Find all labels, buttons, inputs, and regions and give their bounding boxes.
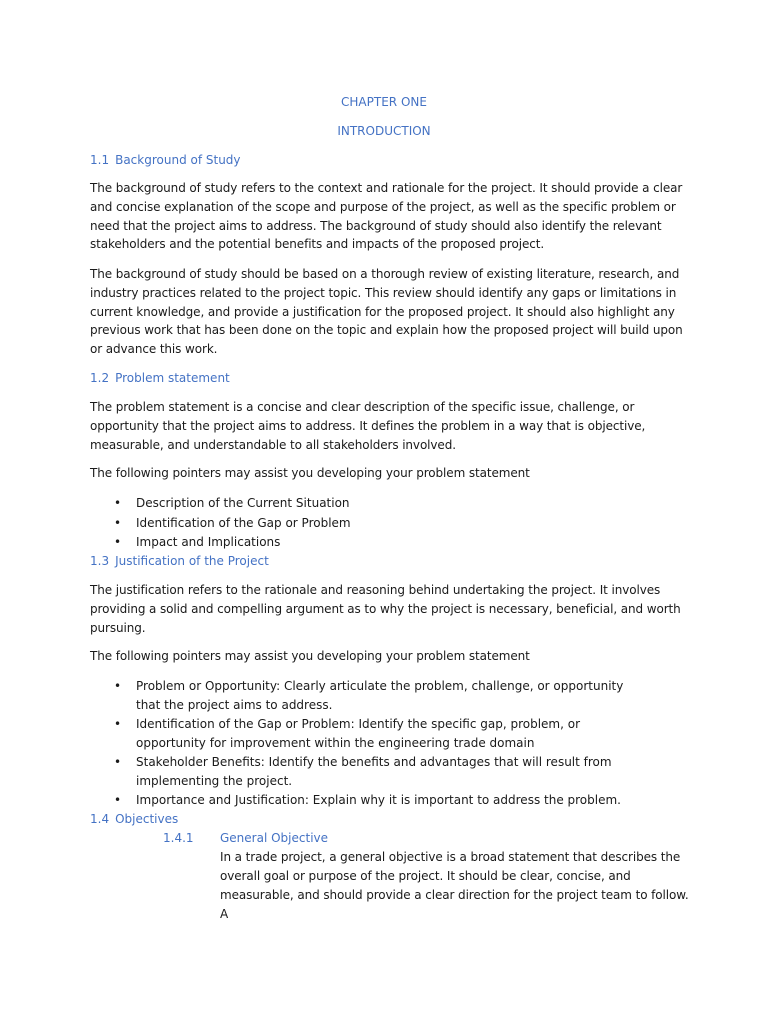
subsection-number: 1.4.1: [163, 831, 194, 845]
section-number: 1.4: [90, 812, 110, 826]
paragraph: The problem statement is a concise and clear description of the specific issue, challenge, or opportunity that the project aims to address. It defines the problem in a way that is objective, measurable, and understandable to all stakeholders involved.: [90, 400, 646, 452]
paragraph: The following pointers may assist you developing your problem statement: [90, 466, 530, 480]
list-item: [90, 494, 690, 514]
list-item-text: Identification of the Gap or Problem: [136, 515, 351, 530]
section-heading-objectives: [90, 811, 178, 827]
bullet-icon: •: [114, 679, 122, 693]
section-number: 1.3: [90, 554, 110, 568]
subsection-title: General Objective: [220, 831, 329, 845]
paragraph: The following pointers may assist you developing your problem statement: [90, 649, 530, 663]
list-item-text: Importance and Justification: Explain why it is important to address the problem.: [136, 793, 621, 807]
section-number: 1.1: [90, 153, 110, 167]
list-item-text: Problem or Opportunity: Clearly articulate the problem, challenge, or opportunity that the project aims to address.: [136, 679, 624, 712]
bullet-icon: •: [114, 535, 122, 549]
bullet-icon: •: [114, 515, 122, 530]
subsection-heading-general-objective: [163, 830, 328, 846]
paragraph: The background of study refers to the context and rationale for the project. It should provide a clear and concise explanation of the scope and purpose of the project, as well as the specific problem or need that the project aims to address. The background of study should also identify the relevant stakeholders and the potential benefits and impacts of the proposed project.: [90, 181, 683, 252]
chapter-title: CHAPTER ONE: [341, 95, 427, 109]
list-item-text: Stakeholder Benefits: Identify the benefits and advantages that will result from implementing the project.: [136, 755, 612, 788]
list-item: [90, 533, 690, 553]
bullet-icon: •: [114, 496, 122, 510]
chapter-subtitle: INTRODUCTION: [337, 124, 431, 138]
section-title: Justification of the Project: [115, 554, 269, 568]
section-heading-problem-statement: [90, 370, 230, 386]
list-item: [90, 791, 690, 810]
list-item-text: Description of the Current Situation: [136, 496, 350, 510]
list-item: [90, 514, 690, 534]
bullet-list: [90, 494, 690, 553]
section-heading-justification: [90, 553, 269, 569]
bullet-icon: •: [114, 717, 122, 731]
section-title: Objectives: [115, 812, 179, 826]
paragraph: In a trade project, a general objective is a broad statement that describes the overall goal or purpose of the project. It should be clear, concise, and measurable, and should provide a clear direction for the project team to follow. A: [220, 850, 689, 921]
section-heading-background: [90, 152, 241, 168]
paragraph: The justification refers to the rationale and reasoning behind undertaking the project. It involves providing a solid and compelling argument as to why the project is necessary, beneficial, and worth pursuing.: [90, 583, 681, 635]
section-title: Background of Study: [115, 153, 241, 167]
bullet-icon: •: [114, 755, 122, 769]
section-title: Problem statement: [115, 371, 230, 385]
paragraph: The background of study should be based on a thorough review of existing literature, research, and industry practices related to the project topic. This review should identify any gaps or limitations in current knowledge, and provide a justification for the proposed project. It should also highlight any previous work that has been done on the topic and explain how the proposed project will build upon or advance this work.: [90, 267, 683, 357]
bullet-icon: •: [114, 793, 122, 807]
list-item: [90, 715, 690, 753]
list-item: [90, 753, 690, 791]
list-item: [90, 677, 690, 715]
list-item-text: Identification of the Gap or Problem: Identify the specific gap, problem, or opportunity for improvement within the engineering trade domain: [136, 717, 581, 750]
bullet-list: [90, 677, 690, 810]
section-number: 1.2: [90, 371, 110, 385]
list-item-text: Impact and Implications: [136, 535, 281, 549]
